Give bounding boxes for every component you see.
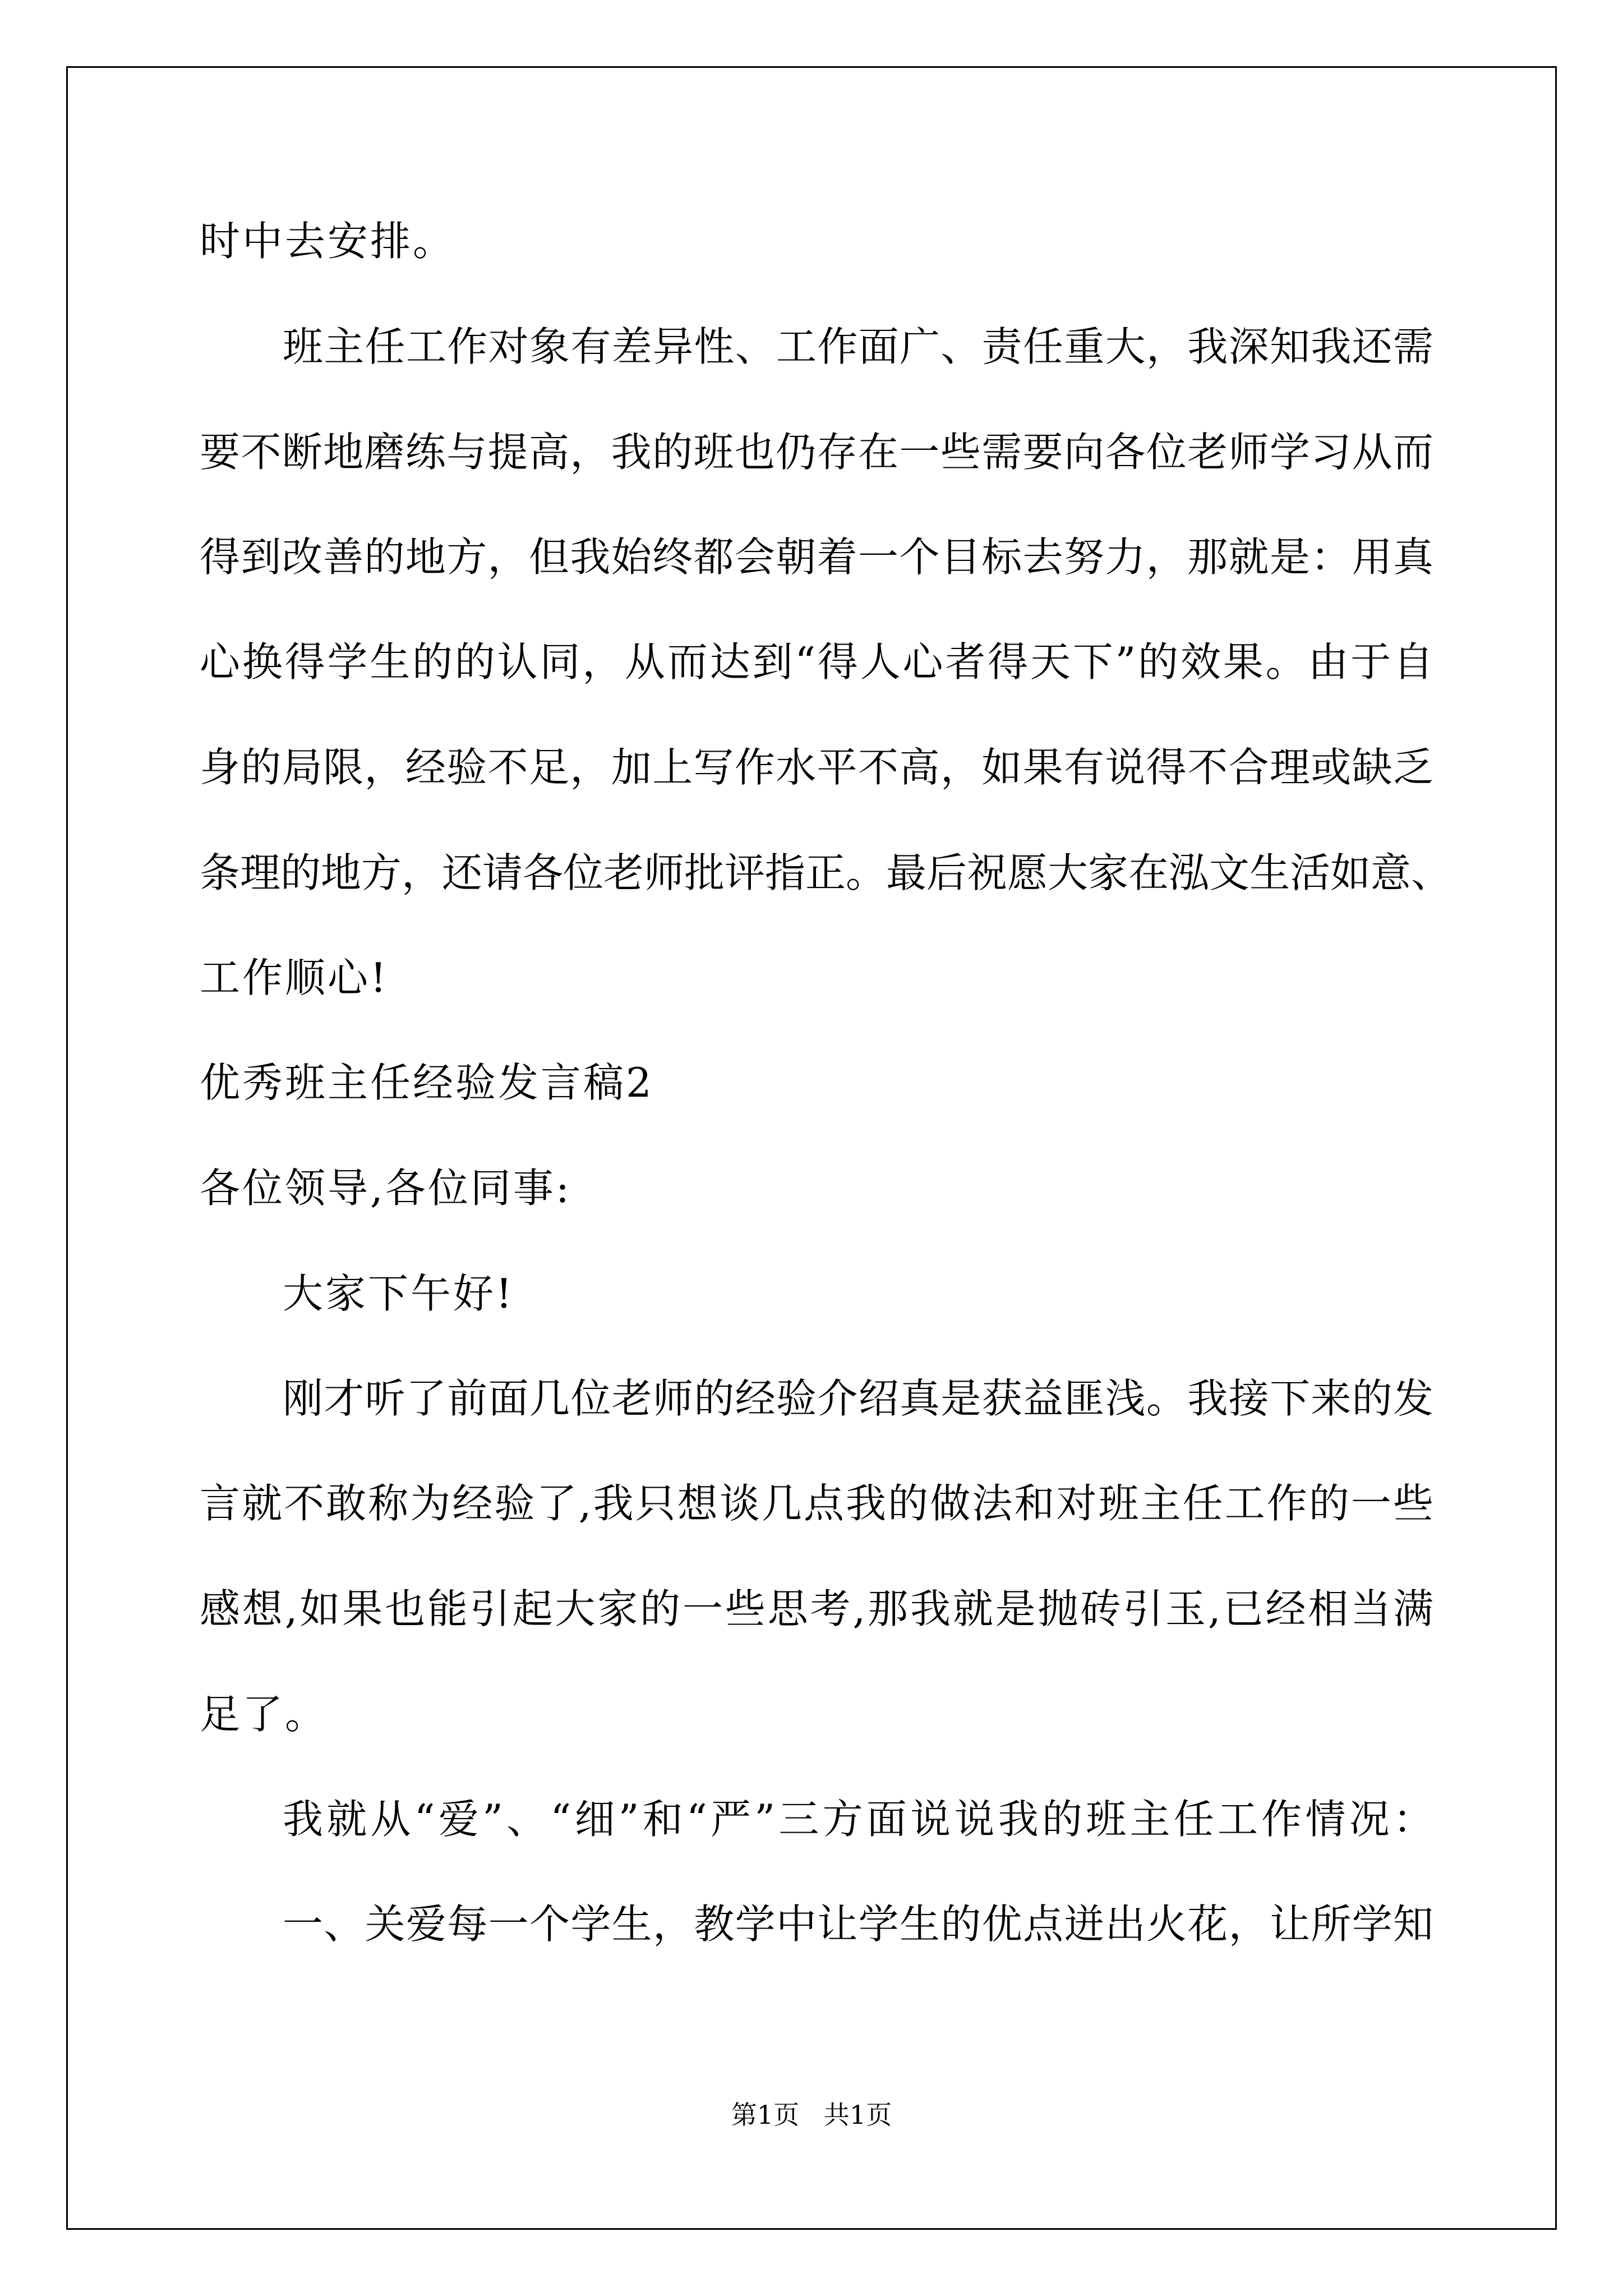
text-line: 要不断地磨练与提高，我的班也仍存在一些需要向各位老师学习从而: [200, 429, 1433, 476]
text-line: 刚才听了前面几位老师的经验介绍真是获益匪浅。我接下来的发: [283, 1375, 1433, 1422]
text-line: 时中去安排。: [200, 218, 456, 265]
salutation: 各位领导,各位同事:: [200, 1165, 572, 1212]
text-line: 足了。: [200, 1691, 328, 1738]
section-heading: 优秀班主任经验发言稿2: [200, 1059, 654, 1106]
text-line: 言就不敢称为经验了,我只想谈几点我的做法和对班主任工作的一些: [200, 1480, 1433, 1527]
text-line: 工作顺心!: [200, 954, 389, 1001]
text-line: 班主任工作对象有差异性、工作面广、责任重大，我深知我还需: [283, 323, 1433, 370]
text-line: 身的局限，经验不足，加上写作水平不高，如果有说得不合理或缺乏: [200, 744, 1433, 791]
text-line: 心换得学生的的认同，从而达到“得人心者得天下”的效果。由于自: [200, 638, 1433, 685]
text-line: 感想,如果也能引起大家的一些思考,那我就是抛砖引玉,已经相当满: [200, 1585, 1433, 1632]
text-line: 一、关爱每一个学生，教学中让学生的优点迸出火花，让所学知: [283, 1901, 1433, 1948]
text-line: 条理的地方，还请各位老师批评指正。最后祝愿大家在泓文生活如意、: [200, 849, 1452, 896]
text-line: 我就从“爱”、“细”和“严”三方面说说我的班主任工作情况：: [283, 1796, 1433, 1843]
greeting: 大家下午好!: [283, 1270, 514, 1317]
page-footer: 第1页 共1页: [731, 2100, 892, 2130]
text-line: 得到改善的地方，但我始终都会朝着一个目标去努力，那就是：用真: [200, 533, 1433, 581]
